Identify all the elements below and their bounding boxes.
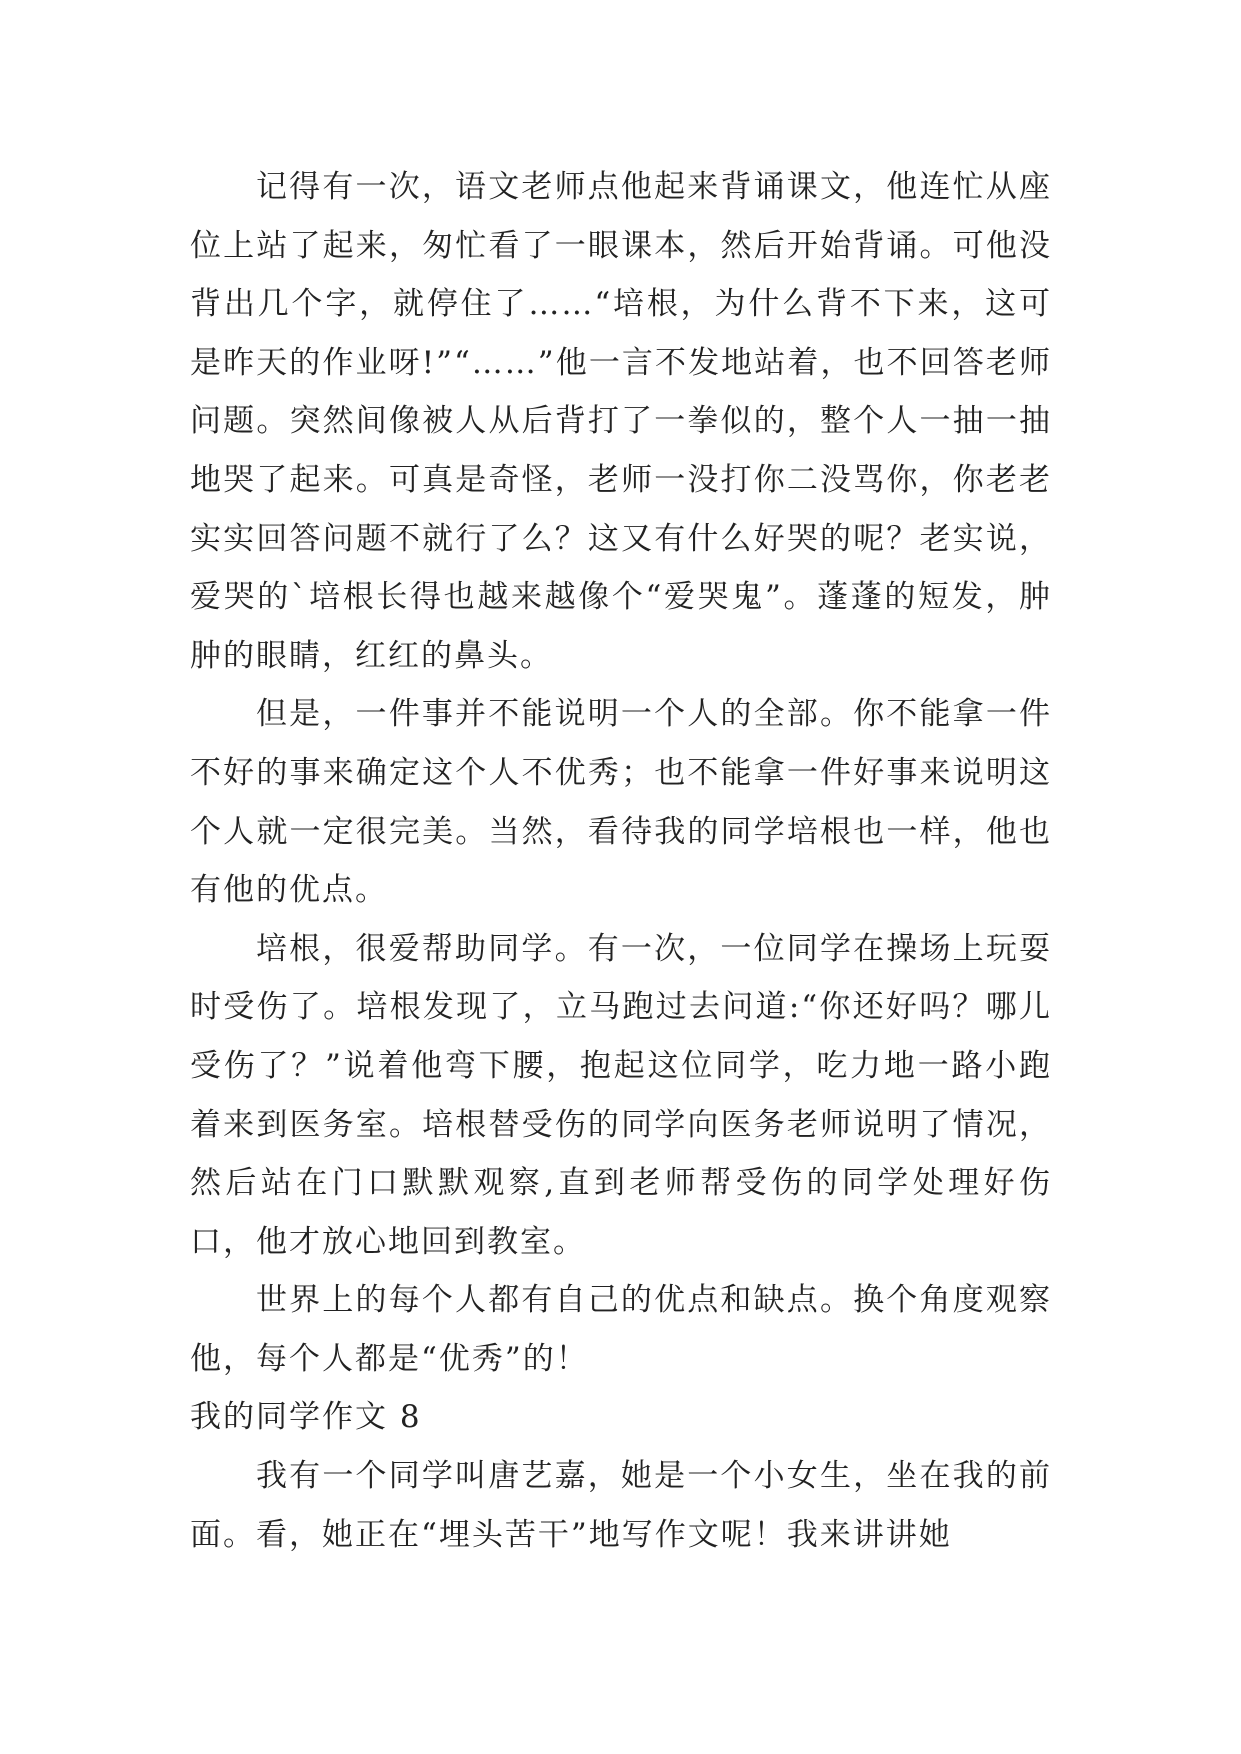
paragraph-3: 培根，很爱帮助同学。有一次，一位同学在操场上玩耍时受伤了。培根发现了，立马跑过去问道:“你还好吗？哪儿受伤了？”说着他弯下腰，抱起这位同学，吃力地一路小跑着来到医务室。培根替受伤的同学向医务老师说明了情况，然后站在门口默默观察,直到老师帮受伤的同学处理好伤口，他才放心地回到教室。 [190, 930, 1052, 1260]
section-heading: 我的同学作文 8 [190, 1399, 422, 1436]
paragraph-1: 记得有一次，语文老师点他起来背诵课文，他连忙从座位上站了起来，匆忙看了一眼课本，然后开始背诵。可他没背出几个字，就停住了……“培根，为什么背不下来，这可是昨天的作业呀!”“……”他一言不发地站着，也不回答老师问题。突然间像被人从后背打了一拳似的，整个人一抽一抽地哭了起来。可真是奇怪，老师一没打你二没骂你，你老老实实回答问题不就行了么？这又有什么好哭的呢？老实说，爱哭的`培根长得也越来越像个“爱哭鬼”。蓬蓬的短发，肿肿的眼睛，红红的鼻头。 [190, 169, 1052, 674]
document-body [190, 158, 1052, 1564]
paragraph-2: 但是，一件事并不能说明一个人的全部。你不能拿一件不好的事来确定这个人不优秀；也不能拿一件好事来说明这个人就一定很完美。当然，看待我的同学培根也一样，他也有他的优点。 [190, 696, 1052, 909]
paragraph-5: 我有一个同学叫唐艺嘉，她是一个小女生，坐在我的前面。看，她正在“埋头苦干”地写作文呢！我来讲讲她 [190, 1458, 1052, 1553]
paragraph-4: 世界上的每个人都有自己的优点和缺点。换个角度观察他，每个人都是“优秀”的！ [190, 1282, 1052, 1377]
